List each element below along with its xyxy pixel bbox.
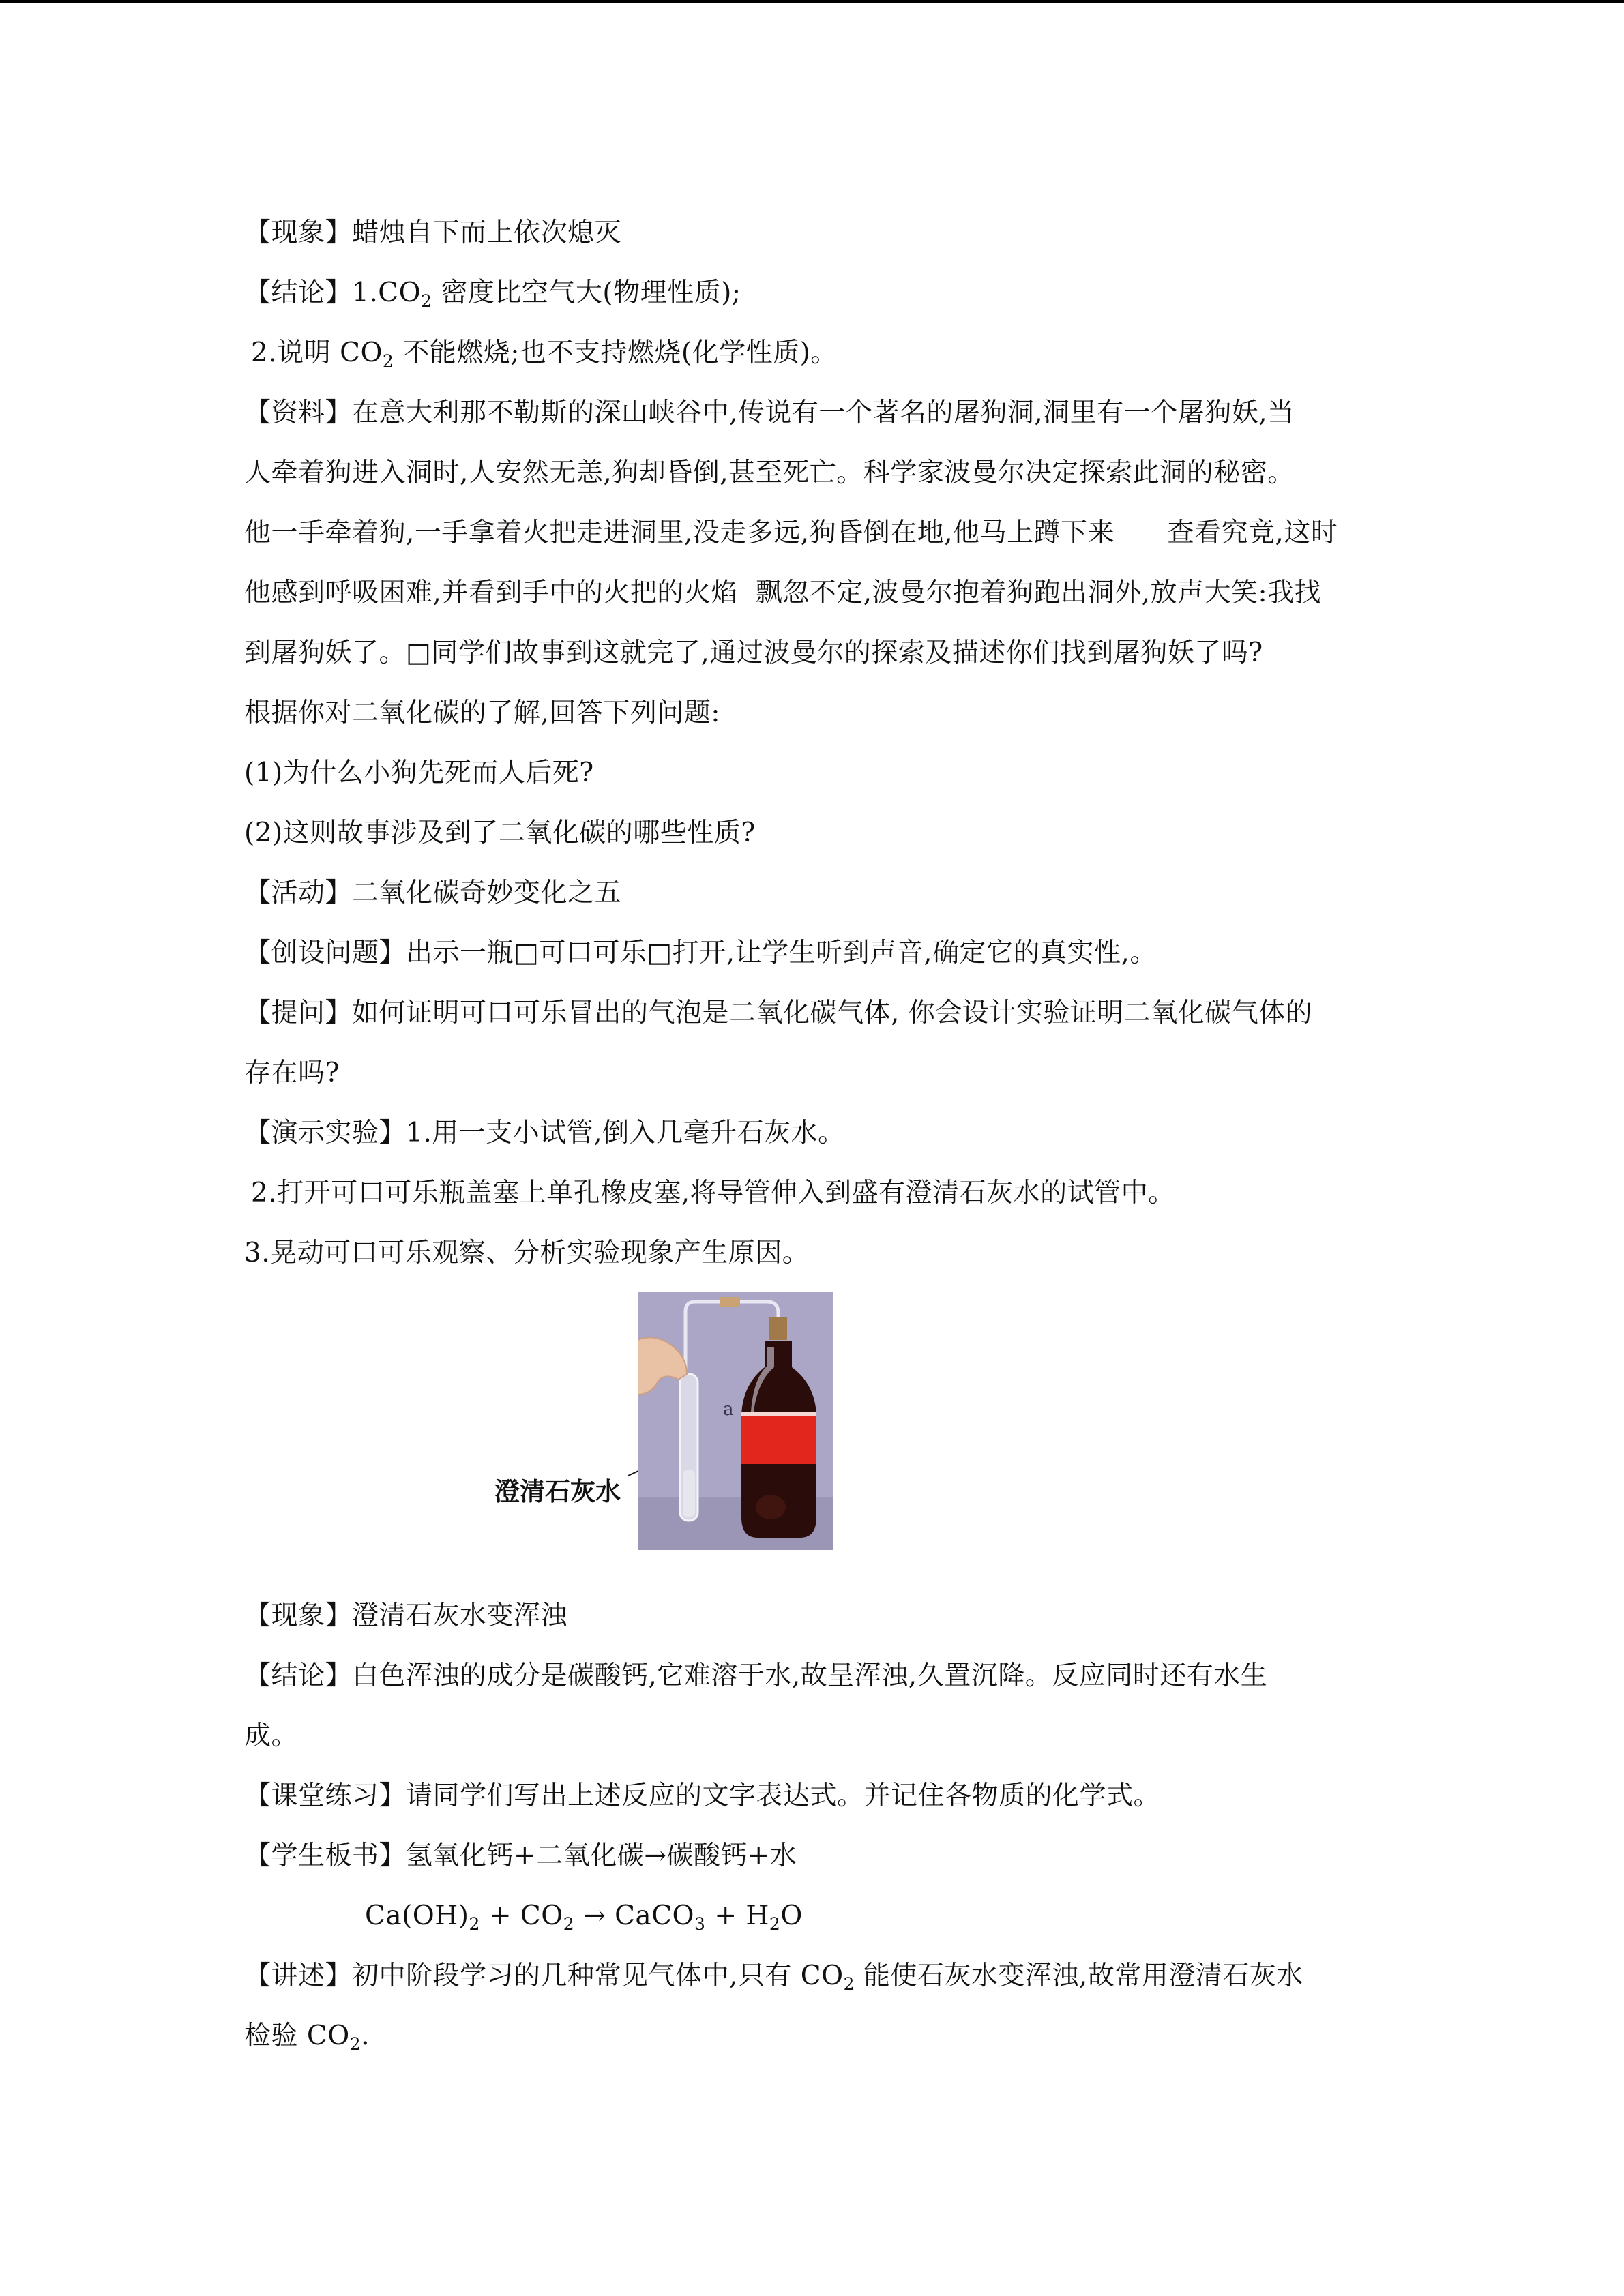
bottle-stopper xyxy=(769,1317,787,1340)
question-intro: 根据你对二氧化碳的了解,回答下列问题: xyxy=(244,698,721,728)
rubber-stopper-top xyxy=(720,1297,740,1307)
bottle-bottom-reflection xyxy=(756,1495,786,1519)
class-exercise: 【课堂练习】请同学们写出上述反应的文字表达式。并记住各物质的化学式。 xyxy=(244,1780,1161,1811)
observation-2: 【现象】澄清石灰水变浑浊 xyxy=(244,1600,568,1631)
material-para-line-5: 到屠狗妖了。□同学们故事到这就完了,通过波曼尔的探索及描述你们找到屠狗妖了吗? xyxy=(244,638,1263,668)
student-board-writing: 【学生板书】氢氧化钙+二氧化碳→碳酸钙+水 xyxy=(244,1840,797,1871)
lecture-line-2: 检验 $CO_2$. xyxy=(244,2021,370,2054)
material-para-line-3: 他一手牵着狗,一手拿着火把走进洞里,没走多远,狗昏倒在地,他马上蹲下来 查看究竟,这时 xyxy=(244,518,1338,548)
ask-question-line-1: 【提问】如何证明可口可乐冒出的气泡是二氧化碳气体, 你会设计实验证明二氧化碳气体的 xyxy=(244,998,1313,1028)
conclusion-1: 【结论】$1.CO_2$ 密度比空气大(物理性质); xyxy=(244,278,741,311)
limewater-label: 澄清石灰水 xyxy=(494,1477,621,1506)
lecture-line-1: 【讲述】初中阶段学习的几种常见气体中,只有 $CO_2$ 能使石灰水变浑浊,故常用澄清石灰水 xyxy=(244,1960,1303,1994)
top-border-rule xyxy=(0,0,1624,3)
demo-step-2: 2.打开可口可乐瓶盖塞上单孔橡皮塞,将导管伸入到盛有澄清石灰水的试管中。 xyxy=(251,1178,1175,1208)
conclusion-3-line-1: 【结论】白色浑浊的成分是碳酸钙,它难溶于水,故呈浑浊,久置沉降。反应同时还有水生 xyxy=(244,1660,1268,1691)
activity: 【活动】二氧化碳奇妙变化之五 xyxy=(244,878,622,908)
material-para-line-1: 【资料】在意大利那不勒斯的深山峡谷中,传说有一个著名的屠狗洞,洞里有一个屠狗妖,当 xyxy=(244,398,1295,428)
demo-step-1: 【演示实验】1.用一支小试管,倒入几毫升石灰水。 xyxy=(244,1118,845,1148)
cola-label-stripe xyxy=(741,1412,816,1416)
limewater-liquid xyxy=(683,1470,695,1517)
question-1: (1)为什么小狗先死而人后死? xyxy=(244,758,594,788)
material-para-line-2: 人牵着狗进入洞时,人安然无恙,狗却昏倒,甚至死亡。科学家波曼尔决定探索此洞的秘密。 xyxy=(244,458,1295,488)
chemical-equation: $Ca(OH)_2 + CO_2$ → CaCO$_3$ + $H_2O$ xyxy=(365,1900,803,1934)
conclusion-3-line-2: 成。 xyxy=(244,1720,299,1751)
observation-1: 【现象】蜡烛自下而上依次熄灭 xyxy=(244,218,622,248)
ask-question-line-2: 存在吗? xyxy=(244,1058,340,1088)
conclusion-2: 2.说明 $CO_2$ 不能燃烧;也不支持燃烧(化学性质)。 xyxy=(251,338,838,371)
experiment-photo xyxy=(638,1292,833,1550)
demo-step-3: 3.晃动可口可乐观察、分析实验现象产生原因。 xyxy=(244,1238,810,1268)
cola-label-band xyxy=(741,1415,816,1464)
tube-mark-a: a xyxy=(723,1399,734,1420)
cola-limewater-illustration xyxy=(638,1292,833,1550)
create-problem: 【创设问题】出示一瓶□可口可乐□打开,让学生听到声音,确定它的真实性,。 xyxy=(244,938,1157,968)
question-2: (2)这则故事涉及到了二氧化碳的哪些性质? xyxy=(244,818,756,848)
material-para-line-4: 他感到呼吸困难,并看到手中的火把的火焰 飘忽不定,波曼尔抱着狗跑出洞外,放声大笑:我找 xyxy=(244,578,1322,608)
experiment-figure xyxy=(494,1292,836,1551)
